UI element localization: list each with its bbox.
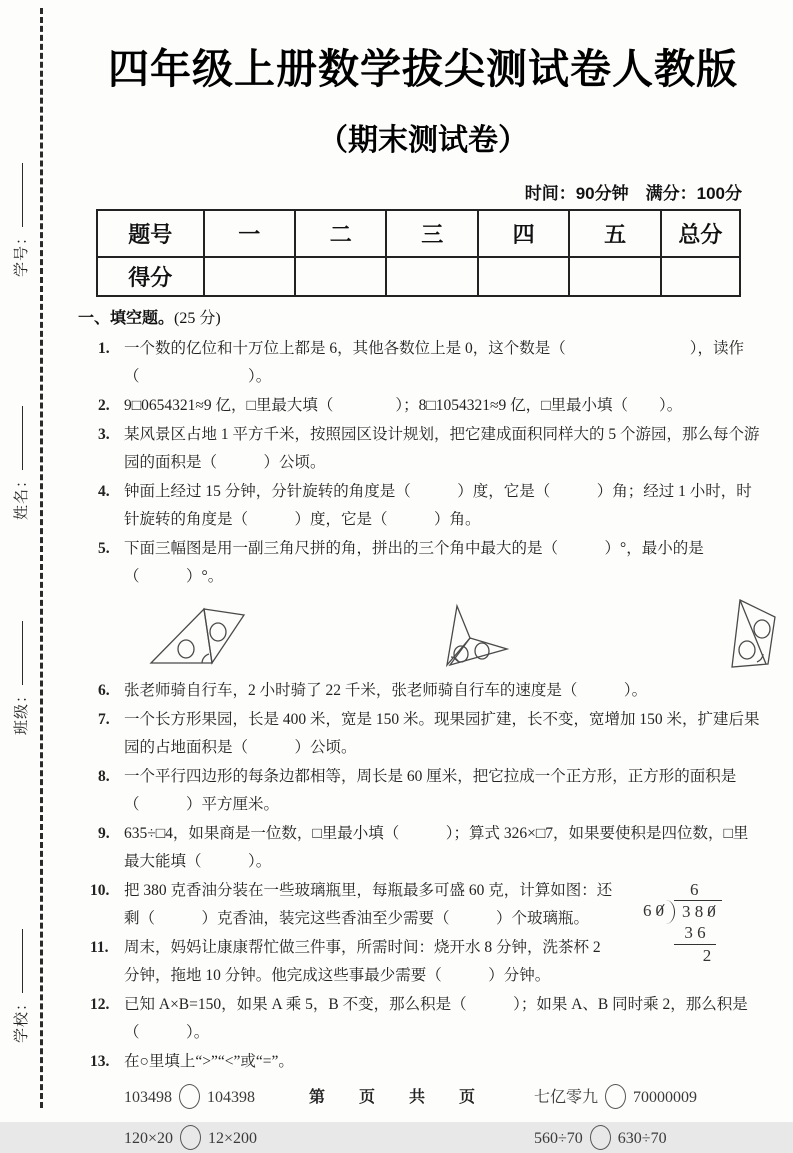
question-number: 6. (98, 682, 110, 699)
question-number: 3. (98, 426, 110, 443)
fill-in-blanks-section (60, 305, 760, 1153)
comparison-circle (590, 1125, 611, 1150)
division-quotient-digit: 6 (690, 880, 699, 899)
class-blank (22, 621, 24, 685)
question-3 (78, 421, 760, 477)
question-number: 13. (90, 1053, 110, 1070)
sidebar-field-student-id (10, 147, 34, 277)
comparison-left: 103498 (124, 1089, 172, 1106)
score-cell (295, 257, 386, 296)
school-label: 学校： (14, 994, 30, 1043)
question-text: 把 380 克香油分装在一些玻璃瓶里，每瓶最多可盛 60 克，计算如图：还剩（ ）克香油，装完这些香油至少需要（ ）个玻璃瓶。 (124, 882, 613, 927)
student-id-blank (22, 163, 24, 227)
page-title: 四年级上册数学拔尖测试卷人教版 (108, 46, 738, 92)
score-table-col-1: 一 (204, 210, 295, 257)
question-text: 钟面上经过 15 分钟，分针旋转的角度是（ ）度，它是（ ）角；经过 1 小时，时针旋转的角度是（ ）度，它是（ ）角。 (124, 483, 752, 528)
score-cell (204, 257, 295, 296)
comparison-right: 104398 (207, 1089, 255, 1106)
comparison-left: 七亿零九 (534, 1089, 599, 1106)
page-subtitle: （期末测试卷） (318, 124, 528, 157)
question-text: 下面三幅图是用一副三角尺拼的角，拼出的三个角中最大的是（ ）°，最小的是（ ）°。 (124, 540, 704, 585)
question-number: 5. (98, 540, 110, 557)
score-table-col-5: 五 (569, 210, 660, 257)
section-points: (25 分) (174, 310, 221, 327)
question-number: 2. (98, 397, 110, 414)
dividend-digits: 3 8 (682, 902, 704, 921)
score-cell (661, 257, 740, 296)
school-blank (22, 929, 24, 993)
divisor-struck-zero: 0 (655, 901, 664, 920)
score-table (96, 209, 741, 297)
section-title-text: 一、填空题。 (78, 310, 175, 327)
question-8 (78, 763, 760, 819)
question-10 (78, 877, 760, 933)
student-id-label: 学号： (14, 228, 30, 277)
name-label: 姓名： (14, 471, 30, 520)
question-text: 635÷□4，如果商是一位数，□里最小填（ ）；算式 326×□7，如果要使积是四位数，□里最大能填（ ）。 (124, 825, 749, 870)
question-number: 9. (98, 825, 110, 842)
division-remainder: 2 (702, 946, 712, 965)
triangle-figures-row (148, 597, 788, 673)
sidebar-field-school (10, 913, 34, 1043)
question-text: 张老师骑自行车，2 小时骑了 22 千米，张老师骑自行车的速度是（ ）。 (124, 682, 648, 699)
comparison-right: 12×200 (208, 1130, 258, 1147)
comparison-left: 560÷70 (534, 1130, 583, 1147)
score-cell (569, 257, 660, 296)
question-number: 4. (98, 483, 110, 500)
question-text: 已知 A×B=150，如果 A 乘 5，B 不变，那么积是（ ）；如果 A、B 同时乘 2，那么积是（ ）。 (124, 996, 748, 1041)
class-label: 班级： (14, 686, 30, 735)
questions-10-11-block (78, 877, 760, 991)
question-text: 一个平行四边形的每条边都相等，周长是 60 厘米，把它拉成一个正方形，正方形的面积是（ ）平方厘米。 (124, 768, 737, 813)
question-1 (78, 335, 760, 391)
question-4 (78, 478, 760, 534)
score-cell (386, 257, 477, 296)
question-11 (78, 934, 760, 990)
comparison-right: 630÷70 (617, 1130, 667, 1147)
comparison-circle (180, 1125, 201, 1150)
question-13 (78, 1048, 760, 1076)
score-table-col-2: 二 (295, 210, 386, 257)
comparison-item-4 (442, 1125, 760, 1153)
exam-meta: 时间：90分钟 满分：100分 (524, 184, 742, 203)
question-number: 7. (98, 711, 110, 728)
question-text: 一个长方形果园，长是 400 米，宽是 150 米。现果园扩建，长不变，宽增加 150 米，扩建后果园的占地面积是（ ）公顷。 (124, 711, 760, 756)
question-number: 10. (90, 882, 110, 899)
comparison-left: 120×20 (124, 1130, 174, 1147)
triangle-pair-figure-2 (437, 603, 517, 673)
comparison-item-3 (124, 1125, 442, 1153)
page-footer: 第 页 共 页 (308, 1089, 484, 1106)
score-table-col-3: 三 (386, 210, 477, 257)
question-text: 周末，妈妈让康康帮忙做三件事，所需时间：烧开水 8 分钟，洗茶杯 2 分钟，拖地 10 分钟。他完成这些事最少需要（ ）分钟。 (124, 939, 601, 984)
triangle-pair-figure-1 (148, 599, 252, 673)
triangle-pair-figure-3 (702, 597, 788, 673)
cut-divider-line (40, 8, 43, 1108)
question-text: 9□0654321≈9 亿，□里最大填（ ）；8□1054321≈9 亿，□里最小填（ ）。 (124, 397, 683, 414)
question-12 (78, 991, 760, 1047)
section-title (78, 305, 760, 333)
question-number: 1. (98, 340, 110, 357)
name-blank (22, 406, 24, 470)
division-subtrahend: 3 6 (674, 922, 716, 945)
score-row-label: 得分 (97, 257, 204, 296)
question-number: 11. (90, 939, 109, 956)
question-number: 12. (90, 996, 110, 1013)
score-cell (478, 257, 569, 296)
question-text: 一个数的亿位和十万位上都是 6，其他各数位上是 0，这个数是（ ），读作（ ）。 (124, 340, 745, 385)
question-text: 在○里填上“>”“<”或“=”。 (124, 1053, 294, 1070)
question-6 (78, 677, 760, 705)
question-9 (78, 820, 760, 876)
question-5 (78, 535, 760, 591)
sidebar-field-name (10, 390, 34, 520)
score-table-header-label: 题号 (97, 210, 204, 257)
question-2 (78, 392, 760, 420)
divisor-digit: 6 (643, 901, 652, 920)
main-content (60, 0, 786, 1153)
question-number: 8. (98, 768, 110, 785)
score-table-col-total: 总分 (661, 210, 740, 257)
score-table-col-4: 四 (478, 210, 569, 257)
comparison-right: 70000009 (633, 1089, 698, 1106)
question-text: 某风景区占地 1 平方千米，按照园区设计规划，把它建成面积同样大的 5 个游园，那么每个游园的面积是（ ）公顷。 (124, 426, 760, 471)
sidebar-field-class (10, 605, 34, 735)
dividend-struck-zero: 0 (707, 902, 716, 921)
question-7 (78, 706, 760, 762)
